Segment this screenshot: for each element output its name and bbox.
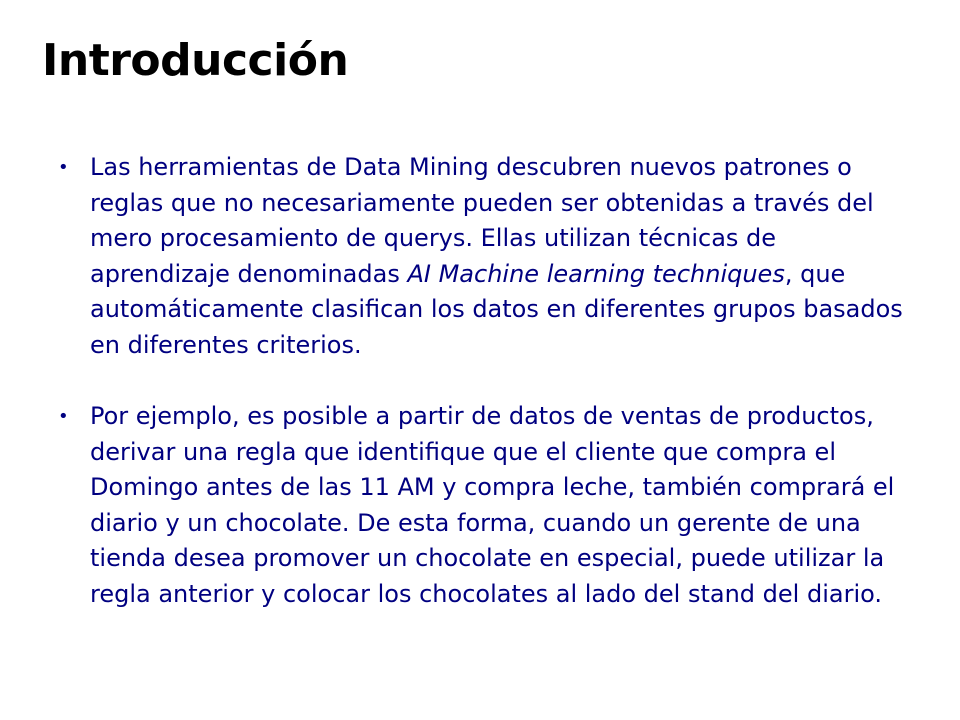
bullet-text-part: Las herramientas de Data Mining descubren nuevos patrones o reglas que no necesariamente pueden ser obtenidas a través del mero procesamiento de querys. Ellas utilizan técnicas de aprendizaje denominadas	[90, 153, 874, 288]
slide-title: Introducción	[42, 35, 349, 86]
bullet-text: Por ejemplo, es posible a partir de datos de ventas de productos, derivar una regla que identifique que el cliente que compra el Domingo antes de las 11 AM y compra leche, también comprará el diario y un chocolate. De esta forma, cuando un gerente de una tienda desea promover un chocolate en especial, puede utilizar la regla anterior y colocar los chocolates al lado del stand del diario.	[90, 402, 895, 608]
bullet-point-icon: •	[58, 157, 69, 178]
bullet-item-data-mining-tools	[58, 150, 908, 363]
bullet-text-part: , que automáticamente clasifican los datos en diferentes grupos basados en diferentes criterios.	[90, 259, 903, 359]
bullet-item-example	[58, 399, 908, 612]
bullet-text-italic: AI Machine learning techniques	[407, 259, 785, 288]
bullet-list	[58, 150, 908, 612]
bullet-point-icon: •	[58, 406, 69, 427]
